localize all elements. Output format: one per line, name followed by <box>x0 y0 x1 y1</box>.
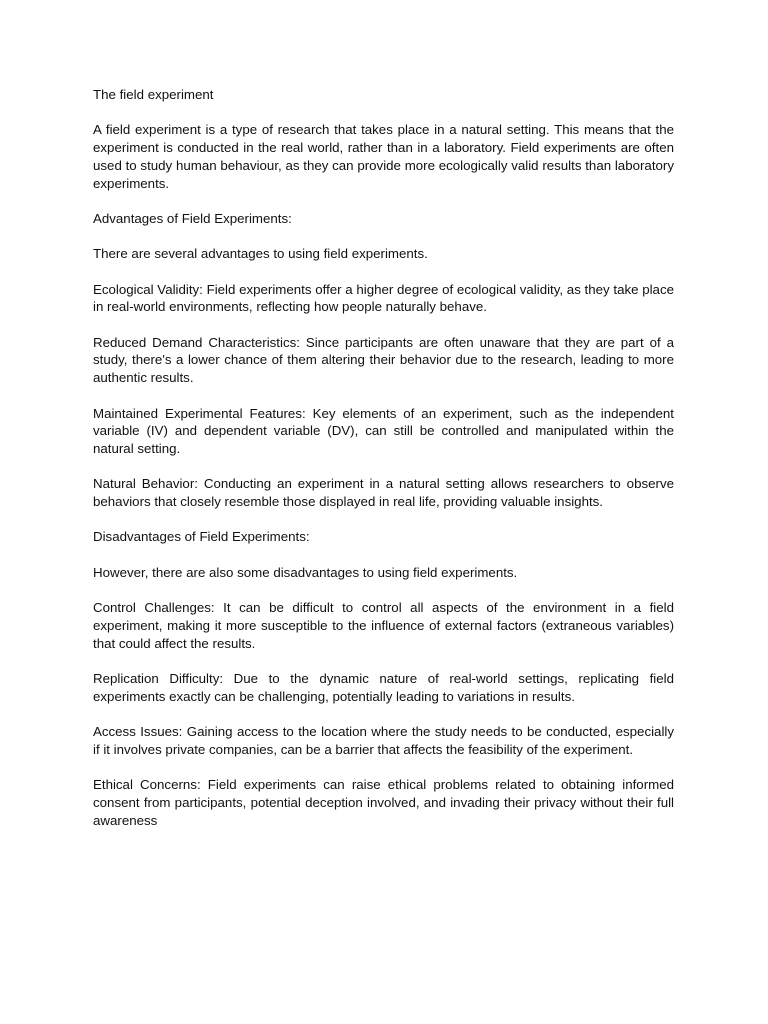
intro-paragraph: A field experiment is a type of research that takes place in a natural setting. This means that the experiment is conducted in the real world, rather than in a laboratory. Field experiments are often used to study human behaviour, as they can provide more ecologically valid results than laboratory experiments. <box>93 122 674 191</box>
disadvantage-access-issues: Access Issues: Gaining access to the location where the study needs to be conducted, especially if it involves private companies, can be a barrier that affects the feasibility of the experiment. <box>93 724 674 757</box>
advantages-intro: There are several advantages to using field experiments. <box>93 246 428 262</box>
advantage-ecological-validity: Ecological Validity: Field experiments offer a higher degree of ecological validity, as they take place in real-world environments, reflecting how people naturally behave. <box>93 281 674 315</box>
document-title: The field experiment <box>93 87 214 102</box>
disadvantage-ethical-concerns: Ethical Concerns: Field experiments can raise ethical problems related to obtaining informed consent from participants, potential deception involved, and invading their privacy without their full awareness <box>93 777 674 828</box>
advantage-maintained-experimental-features: Maintained Experimental Features: Key elements of an experiment, such as the independent variable (IV) and dependent variable (DV), can still be controlled and manipulated within the natural setting. <box>93 405 674 456</box>
disadvantages-intro: However, there are also some disadvantages to using field experiments. <box>93 564 518 580</box>
disadvantages-heading: Disadvantages of Field Experiments: <box>93 529 310 545</box>
advantage-natural-behavior: Natural Behavior: Conducting an experiment in a natural setting allows researchers to observe behaviors that closely resemble those displayed in real life, providing valuable insights. <box>93 476 674 510</box>
advantage-reduced-demand-characteristics: Reduced Demand Characteristics: Since participants are often unaware that they are part of a study, there's a lower chance of them altering their behavior due to the research, leading to more authentic results. <box>93 334 674 386</box>
disadvantage-control-challenges: Control Challenges: It can be difficult to control all aspects of the environment in a field experiment, making it more susceptible to the influence of external factors (extraneous variables) that could affect the results. <box>93 600 674 651</box>
document-body <box>93 86 674 847</box>
advantages-heading: Advantages of Field Experiments: <box>93 210 292 226</box>
disadvantage-replication-difficulty: Replication Difficulty: Due to the dynamic nature of real-world settings, replicating field experiments exactly can be challenging, potentially leading to variations in results. <box>93 671 674 704</box>
